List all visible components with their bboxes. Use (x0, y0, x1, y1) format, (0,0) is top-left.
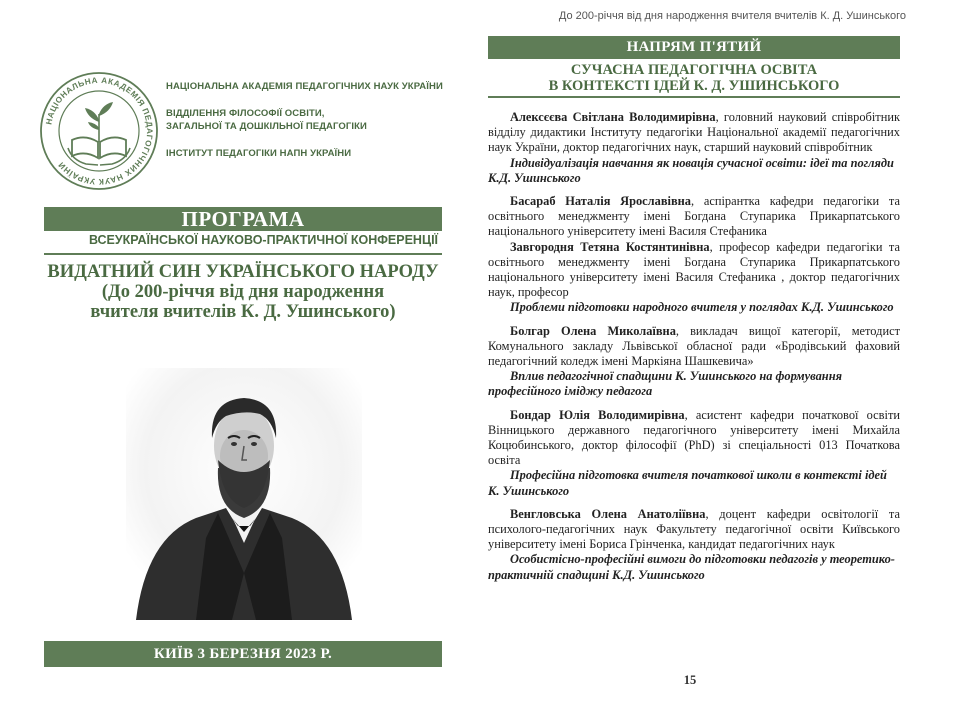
academy-logo-icon (38, 70, 160, 192)
list-item (488, 194, 900, 240)
conference-title-line2: (До 200-річчя від дня народження (101, 282, 385, 302)
participant-name: Венгловська Олена Анатоліївна (510, 506, 706, 521)
report-topic: Професійна підготовка вчителя початкової школи в контексті ідей К. Ушинського (488, 468, 887, 498)
participant-details: , викладач вищої категорії, методист Комунального закладу Львівської обласної ради «Бродівський фаховий педагогічний коледж імені Маркіяна Шашкевича» (488, 323, 900, 369)
list-item (488, 408, 900, 499)
program-subtitle: ВСЕУКРАЇНСЬКОЇ НАУКОВО-ПРАКТИЧНОЇ КОНФЕРЕНЦІЇ (88, 233, 438, 247)
conference-title (44, 262, 442, 322)
participant-name: Алексєєва Світлана Володимирівна (510, 110, 716, 124)
divider (488, 96, 900, 98)
participant-details: , професор кафедри педагогіки та освітнього менеджменту імені Богдана Ступарика Прикарпатського національного університету імені Василя Стефаника , доктор педагогічних наук, професор (488, 239, 900, 300)
participants-list (488, 110, 900, 591)
direction-title-line1: СУЧАСНА ПЕДАГОГІЧНА ОСВІТА (570, 62, 818, 78)
divider (44, 253, 442, 255)
organizations-block (166, 80, 466, 160)
logo-ring-text: НАЦІОНАЛЬНА АКАДЕМІЯ ПЕДАГОГІЧНИХ НАУК УКРАЇНИ (44, 75, 155, 187)
direction-bar: НАПРЯМ П'ЯТИЙ (488, 36, 900, 59)
participant-details: , головний науковий співробітник відділу дидактики Інституту педагогіки Національної академії педагогічних наук України, доктор педагогічних наук, старший науковий співробітник (488, 110, 900, 155)
program-title-bar: ПРОГРАМА (44, 207, 442, 231)
direction-title (488, 62, 900, 94)
page-number: 15 (683, 673, 697, 687)
participant-details: , аспірантка кафедри педагогіки та освітнього менеджменту імені Богдана Ступарика Прикарпатського національного університету імені Василя Стефаника (488, 194, 900, 239)
conference-date-bar: КИЇВ 3 БЕРЕЗНЯ 2023 Р. (44, 641, 442, 667)
org-institute: ІНСТИТУТ ПЕДАГОГІКИ НАПН УКРАЇНИ (166, 148, 352, 159)
participant-details: , асистент кафедри початкової освіти Вінницького державного педагогічного університету імені Михайла Коцюбинського, доктор філософії (PhD) зі спеціальності 013 Початкова освіта (488, 407, 900, 468)
list-item (488, 507, 900, 583)
conference-title-line3: вчителя вчителів К. Д. Ушинського) (90, 302, 396, 322)
report-topic: Проблеми підготовки народного вчителя у поглядах К.Д. Ушинського (510, 300, 894, 315)
report-topic: Вплив педагогічної спадщини К. Ушинського на формування професійного іміджу педагога (488, 369, 842, 399)
participant-name: Болгар Олена Миколаївна (510, 323, 676, 338)
conference-title-line1: ВИДАТНИЙ СИН УКРАЇНСЬКОГО НАРОДУ (47, 262, 439, 282)
list-item (488, 240, 900, 316)
running-head: До 200-річчя від дня народження вчителя вчителів К. Д. Ушинського (558, 10, 906, 22)
report-topic: Індивідуалізація навчання як новація сучасної освіти: ідеї та погляди К.Д. Ушинського (488, 155, 894, 185)
org-department-line1: ВІДДІЛЕННЯ ФІЛОСОФІЇ ОСВІТИ, (166, 108, 325, 119)
right-page (480, 0, 960, 720)
org-department-line2: ЗАГАЛЬНОЇ ТА ДОШКІЛЬНОЇ ПЕДАГОГІКИ (166, 121, 367, 132)
participant-name: Завгородня Тетяна Костянтинівна (510, 239, 710, 254)
ushynsky-portrait (126, 368, 362, 620)
list-item (488, 324, 900, 400)
participant-name: Басараб Наталія Ярославівна (510, 194, 691, 209)
org-academy: НАЦІОНАЛЬНА АКАДЕМІЯ ПЕДАГОГІЧНИХ НАУК УКРАЇНИ (166, 81, 443, 92)
direction-title-line2: В КОНТЕКСТІ ІДЕЙ К. Д. УШИНСЬКОГО (548, 78, 840, 94)
participant-name: Бондар Юлія Володимирівна (510, 407, 685, 422)
participant-details: , доцент кафедри освітології та психолого-педагогічних наук Факультету педагогічної освіти Київського університету імені Бориса Грінченка, кандидат педагогічних наук (488, 506, 901, 552)
report-topic: Особистісно-професійні вимоги до підготовки педагогів у теоретико-практичній спадщині К.Д. Ушинського (488, 552, 895, 582)
list-item (488, 110, 900, 186)
